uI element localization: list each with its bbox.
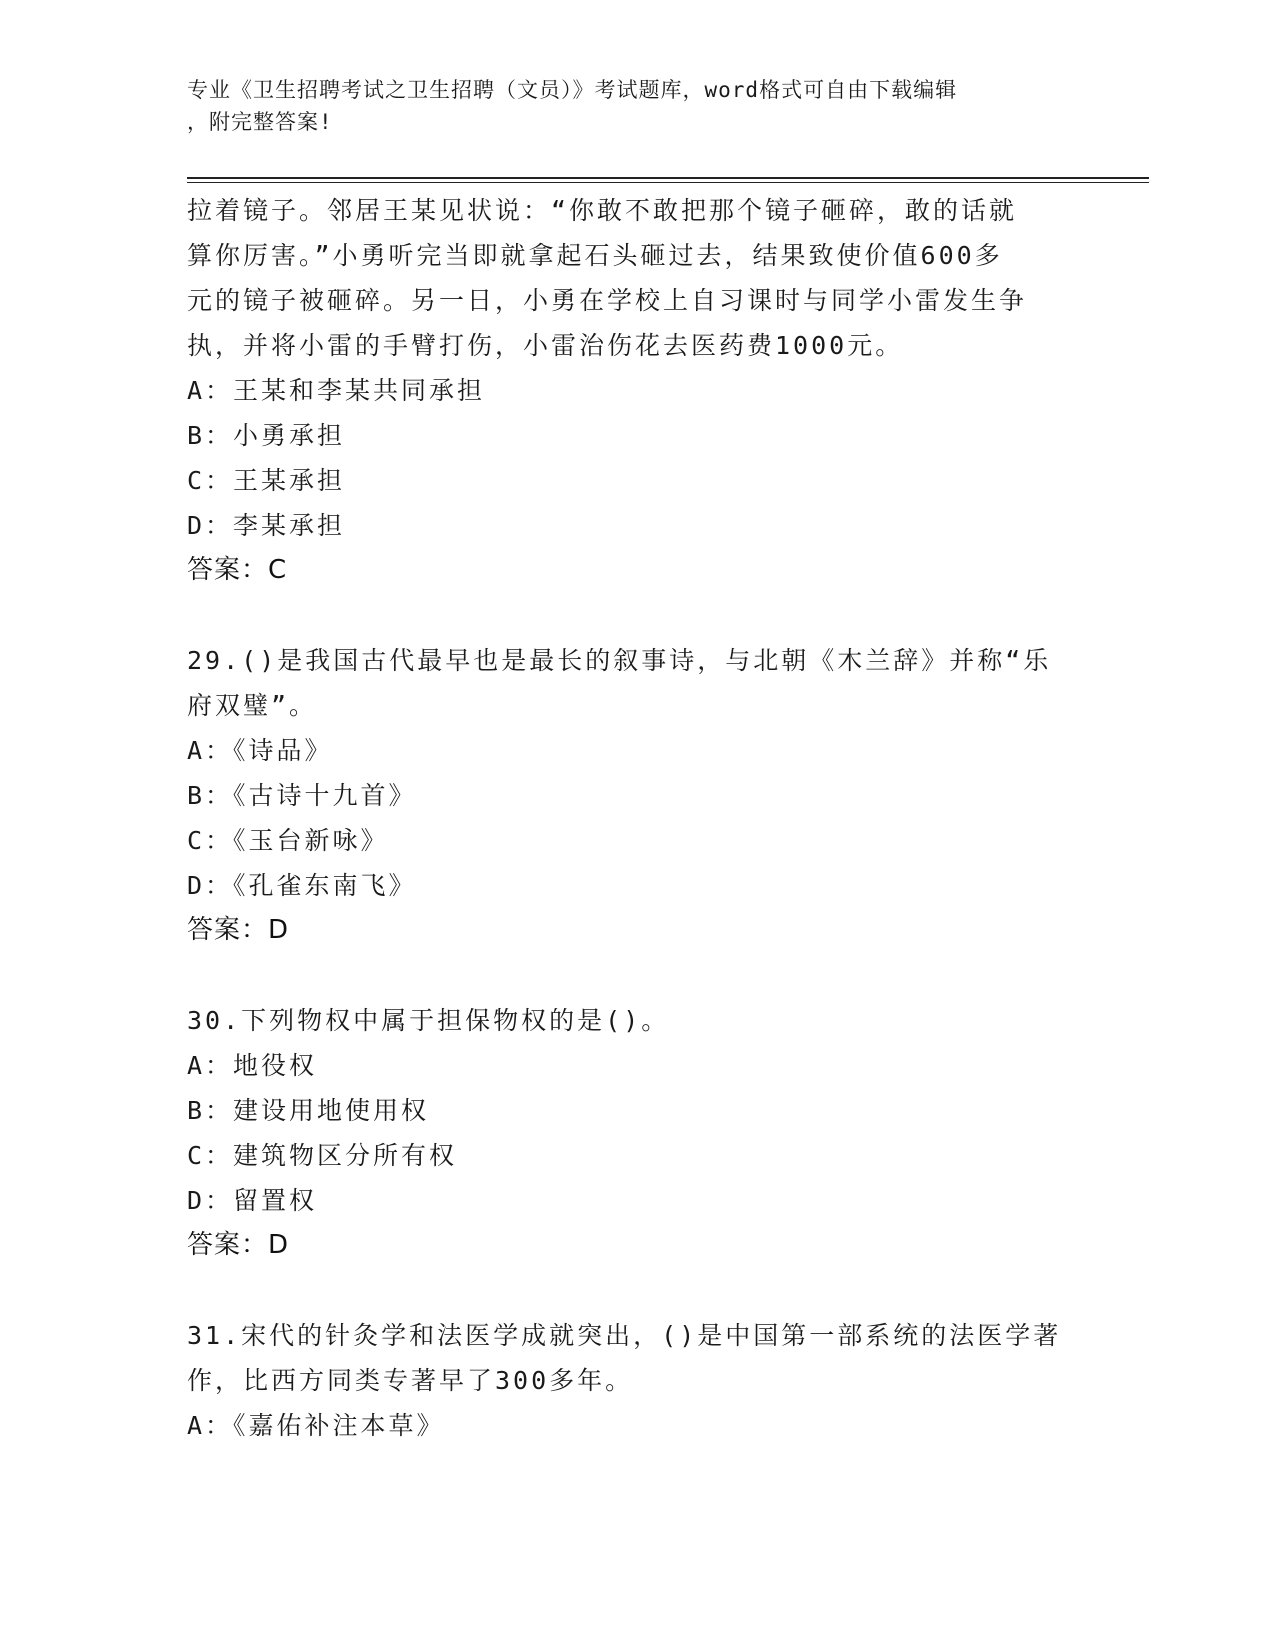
option-c: C：王某承担 [187, 466, 346, 495]
question-stem-line: 执，并将小雷的手臂打伤，小雷治伤花去医药费1000元。 [187, 331, 904, 360]
option-d: D：《孔雀东南飞》 [187, 871, 417, 900]
question-stem-line: 元的镜子被砸碎。另一日，小勇在学校上自习课时与同学小雷发生争 [187, 286, 1028, 315]
document-header [187, 74, 1087, 138]
option-b: B：《古诗十九首》 [187, 781, 417, 810]
header-divider-thick [187, 177, 1149, 179]
option-d: D：留置权 [187, 1186, 318, 1215]
option-a: A：地役权 [187, 1051, 318, 1080]
option-b: B：建设用地使用权 [187, 1096, 430, 1125]
option-d: D：李某承担 [187, 511, 346, 540]
spacer [187, 1268, 1087, 1313]
question-stem-line: 29.()是我国古代最早也是最长的叙事诗，与北朝《木兰辞》并称“乐 [187, 646, 1052, 675]
option-b: B：小勇承担 [187, 421, 346, 450]
question-stem-line: 算你厉害。”小勇听完当即就拿起石头砸过去，结果致使价值600多 [187, 241, 1003, 270]
option-a: A：《嘉佑补注本草》 [187, 1411, 445, 1440]
header-title-line-1: 专业《卫生招聘考试之卫生招聘（文员）》考试题库，word格式可自由下载编辑 [187, 78, 958, 102]
answer-line: 答案：C [187, 555, 288, 585]
spacer [187, 593, 1087, 638]
option-a: A：《诗品》 [187, 736, 333, 765]
option-a: A：王某和李某共同承担 [187, 376, 486, 405]
answer-line: 答案：D [187, 915, 290, 945]
question-31 [187, 1313, 1087, 1448]
question-list [187, 188, 1087, 1448]
spacer [187, 953, 1087, 998]
question-stem-line: 作，比西方同类专著早了300多年。 [187, 1366, 634, 1395]
question-stem-line: 30.下列物权中属于担保物权的是()。 [187, 1006, 670, 1035]
question-29 [187, 638, 1087, 953]
question-stem-line: 府双璧”。 [187, 691, 318, 720]
option-c: C：建筑物区分所有权 [187, 1141, 458, 1170]
question-stem-line: 拉着镜子。邻居王某见状说：“你敢不敢把那个镜子砸碎，敢的话就 [187, 196, 1018, 225]
question-30 [187, 998, 1087, 1268]
header-divider-thin [187, 182, 1149, 183]
question-stem-line: 31.宋代的针灸学和法医学成就突出，()是中国第一部系统的法医学著 [187, 1321, 1062, 1350]
question-28 [187, 188, 1087, 593]
answer-line: 答案：D [187, 1230, 290, 1260]
option-c: C：《玉台新咏》 [187, 826, 389, 855]
header-title-line-2: ，附完整答案! [187, 110, 333, 134]
